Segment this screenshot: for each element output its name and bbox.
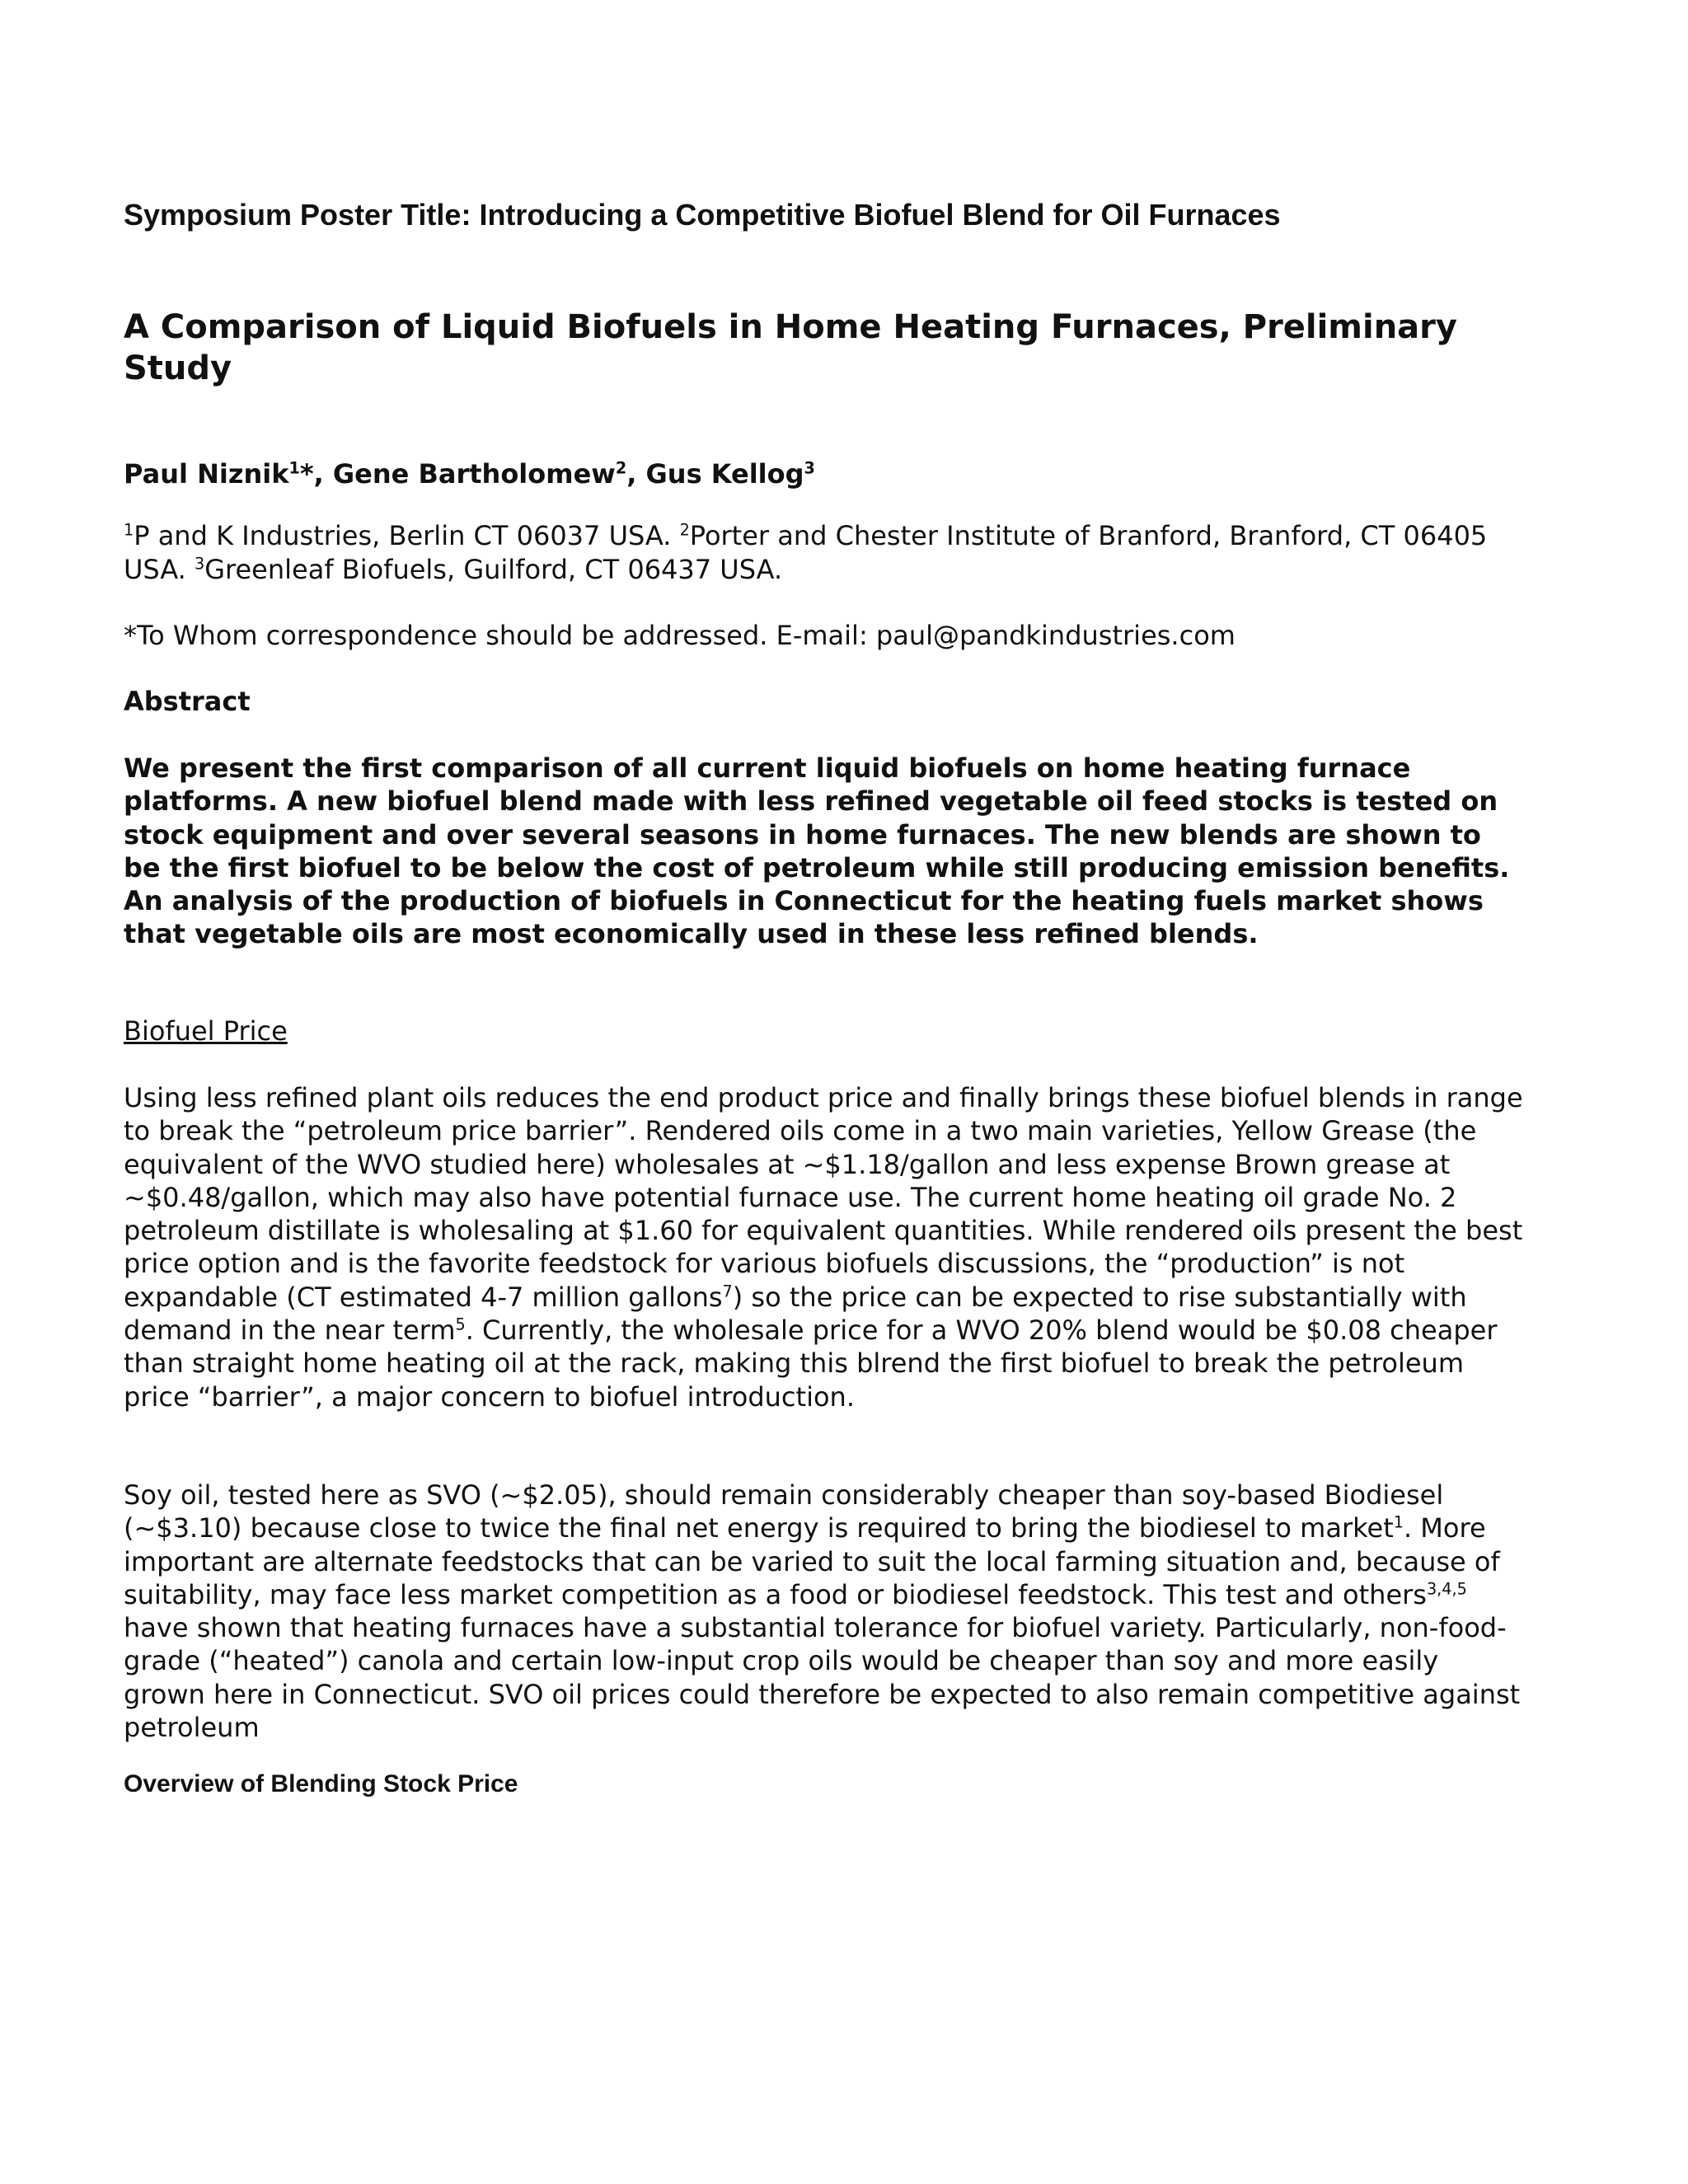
abstract-heading: Abstract: [124, 686, 251, 717]
author-name: Gene Bartholomew: [332, 458, 616, 490]
paragraph-text: Soy oil, tested here as SVO (~$2.05), should remain considerably cheaper than soy-based Biodiesel (~$3.10) because close to twice the final net energy is required to bring the biodiesel to market: [124, 1479, 1444, 1544]
author-list: [124, 458, 815, 490]
author-name: Gus Kellog: [645, 458, 804, 490]
section-heading-biofuel-price: Biofuel Price: [124, 1015, 288, 1047]
corresponding-author-mark: *: [299, 458, 314, 490]
author-separator: ,: [313, 458, 333, 490]
affiliation-text: Greenleaf Biofuels, Guilford, CT 06437 USA.: [204, 554, 783, 585]
author-affiliation-mark: 2: [615, 458, 627, 478]
body-paragraph: [124, 1081, 1525, 1413]
abstract-text: We present the first comparison of all current liquid biofuels on home heating furnace platforms. A new biofuel blend made with less refined vegetable oil feed stocks is tested on stock equipment and over several seasons in home furnaces. The new blends are shown to be the first biofuel to be below the cost of petroleum while still producing emission benefits. An analysis of the production of biofuels in Connecticut for the heating fuels market shows that vegetable oils are most economically used in these less refined blends.: [124, 752, 1510, 950]
affiliation-mark: 3: [195, 554, 205, 574]
author-name: Paul Niznik: [124, 458, 289, 490]
paragraph-text: Using less refined plant oils reduces the end product price and finally brings these biofuel blends in range to break the “petroleum price barrier”. Rendered oils come in a two main varieties, Yellow Grease (the equivalent of the WVO studied here) wholesales at ~$1.18/gallon and less expense Brown grease at ~$0.48/gallon, which may also have potential furnace use. The current home heating oil grade No. 2 petroleum distillate is wholesaling at $1.60 for equivalent quantities. While rendered oils present the best price option and is the favorite feedstock for various biofuels discussions, the “production” is not expandable (CT estimated 4-7 million gallons: [124, 1082, 1523, 1313]
paragraph-text: have shown that heating furnaces have a substantial tolerance for biofuel variety. Particularly, non-food-grade (“heated”) canola and certain low-input crop oils would be cheaper than soy and more easily grown here in Connecticut. SVO oil prices could therefore be expected to also remain competitive against petroleum: [124, 1612, 1521, 1744]
paragraph-text: . Currently, the wholesale price for a WVO 20% blend would be $0.08 cheaper than straight home heating oil at the rack, making this blrend the first biofuel to break the petroleum price “barrier”, a major concern to biofuel introduction.: [124, 1315, 1498, 1413]
affiliation-text: Porter and Chester Institute of Branford, Branford, CT 06405 USA.: [124, 520, 1488, 585]
citation-mark: 3,4,5: [1426, 1579, 1467, 1599]
symposium-title: Symposium Poster Title: Introducing a Competitive Biofuel Blend for Oil Furnaces: [124, 198, 1281, 232]
citation-mark: 5: [455, 1315, 466, 1334]
citation-mark: 1: [1393, 1512, 1404, 1532]
correspondence-note: *To Whom correspondence should be addressed. E-mail: paul@pandkindustries.com: [124, 620, 1236, 651]
author-affiliation-mark: 3: [804, 458, 815, 478]
author-affiliation-mark: 1: [288, 458, 300, 478]
paper-title: A Comparison of Liquid Biofuels in Home Heating Furnaces, Preliminary Study: [124, 308, 1457, 387]
section-heading-overview: Overview of Blending Stock Price: [124, 1770, 518, 1797]
affiliations: [124, 519, 1525, 587]
paragraph-text: . More important are alternate feedstocks that can be varied to suit the local farming situation and, because of suitability, may face less market competition as a food or biodiesel feedstock. This test and others: [124, 1512, 1500, 1610]
author-separator: ,: [626, 458, 646, 490]
affiliation-text: P and K Industries, Berlin CT 06037 USA.: [134, 520, 680, 551]
affiliation-mark: 2: [679, 520, 690, 540]
body-paragraph: [124, 1479, 1525, 1744]
citation-mark: 7: [722, 1282, 733, 1301]
paragraph-text: ) so the price can be expected to rise substantially with demand in the near term: [124, 1281, 1467, 1347]
affiliation-mark: 1: [124, 520, 134, 540]
